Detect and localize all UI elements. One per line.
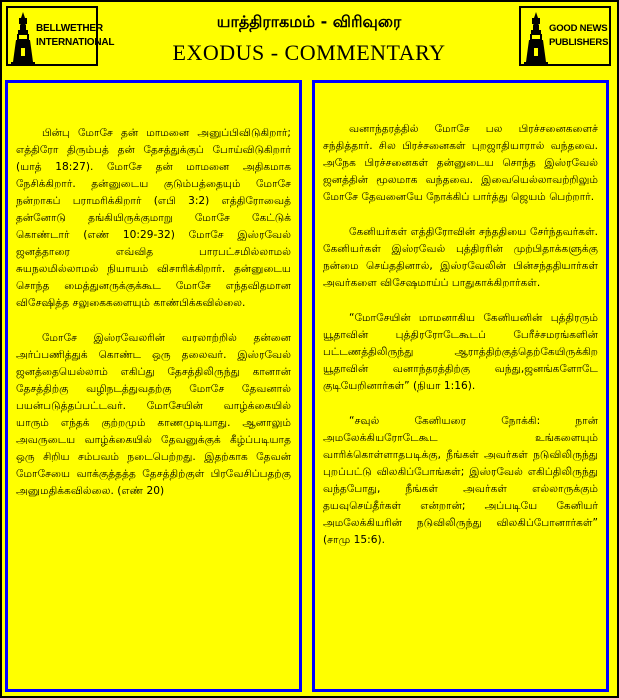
right-logo-line2: PUBLISHERS — [549, 37, 609, 48]
page-title-tamil: யாத்திராகமம் - விரிவுரை — [216, 12, 402, 31]
right-paragraph-3: “மோசேயின் மாமனாகிய கேனியனின் புத்திரரும் யூதாவின் புத்திரரோடேகூடப் பேரீச்சமரங்களின் பட்டணத்திலிருந்து ஆராத்திற்குத்தெற்கேயிருக்கிற யூதாவின் வனாந்தரத்திற்கு வந்து,ஜனங்களோடே குடியேறினார்கள்” (நியா 1:16). — [323, 312, 598, 392]
good-news-logo-text — [549, 22, 613, 50]
page-title-english: EXODUS - COMMENTARY — [172, 40, 446, 65]
right-paragraph-4: “சவுல் கேனியரை நோக்கி: நான் அமலேக்கியரோடேகூட உங்களையும் வாரிக்கொள்ளாதபடிக்கு, நீங்கள் அவர்கள் நடுவிலிருந்து புறப்பட்டு விலகிப்போங்கள்; இஸ்ரவேல் எகிப்திலிருந்து வந்தபோது, நீங்கள் அவர்கள் எல்லாருக்கும் தயவுசெய்தீர்கள் என்றான்; அப்படியே கேனியர் அமலேக்கியரின் நடுவிலிருந்து விலகிப்போனார்கள்” (சாமு 15:6). — [323, 415, 598, 546]
right-logo-line1: GOOD NEWS — [549, 23, 608, 34]
right-paragraph-2: கேனியர்கள் எத்திரோவின் சந்ததியை சேர்ந்தவர்கள். கேனியர்கள் இஸ்ரவேல் புத்திரரின் முற்பிதாக்களுக்கு நன்மை செய்ததினால், இஸ்ரவேலின் பின்சந்ததியார்கள் அவர்களை விசேஷமாய்ப் பாதுகாக்கிறார்கள். — [323, 226, 598, 289]
bell-tower-icon — [8, 8, 38, 66]
right-column-text — [323, 121, 598, 685]
left-logo-line1: BELLWETHER — [36, 23, 103, 34]
bellwether-logo — [6, 6, 115, 66]
right-column — [312, 80, 609, 692]
good-news-publishers-logo — [519, 6, 611, 66]
bell-tower-icon — [521, 8, 551, 66]
left-logo-line2: INTERNATIONAL — [36, 37, 115, 48]
left-paragraph-1: பின்பு மோசே தன் மாமனை அனுப்பிவிடுகிறார்; எத்திரோ திரும்பத் தன் தேசத்துக்குப் போய்விடுகிறார் (யாத் 18:27). மோசே தன் மாமனை அதிகமாக நேசிக்கிறார். தன்னுடைய குடும்பத்தையும் மோசே நன்றாகப் பராமரிக்கிறார் (எபி 3:2) எத்திரோவைத் தன்னோடு தங்கியிருக்குமாறு மோசே கேட்டுக் கொண்டார் (எண் 10:29-32) மோசே இஸ்ரவேல் ஜனத்தாரை எவ்வித பாரபட்சமில்லாமல் சுயநலமில்லாமல் நியாயம் விசாரிக்கிறார். தன்னுடைய சொந்த மைத்துனருக்குக்கூட மோசே எந்தவிதமான விசேஷித்த சலுகைகளையும் காண்பிக்கவில்லை. — [16, 127, 291, 309]
right-paragraph-1: வனாந்தரத்தில் மோசே பல பிரச்சனைகளைச் சந்தித்தார். சில பிரச்சனைகள் புறஜாதியாரால் வந்தவை. அநேக பிரச்சனைகள் தன்னுடைய சொந்த இஸ்ரவேல் ஜனத்தின் மூலமாக வந்தவை. இவையெல்லாவற்றிலும் மோசே தேவனையே நோக்கிப் பார்த்து ஜெயம் பெற்றார். — [323, 123, 598, 203]
left-column — [5, 80, 302, 692]
bellwether-logo-text — [36, 22, 115, 50]
left-paragraph-2: மோசே இஸ்ரவேலரின் வரலாற்றில் தன்னை அர்ப்பணித்துக் கொண்ட ஒரு தலைவர். இஸ்ரவேல் ஜனத்தையெல்லாம் எகிப்து தேசத்திலிருந்து கானான் தேசத்திற்கு வழிநடத்துவதற்கு மோசே தேவனால் பயன்படுத்தப்பட்டவர். மோசேயின் வாழ்க்கையில் யாரும் எந்தக் குற்றமும் காணமுடியாது. ஆனாலும் அவருடைய வாழ்க்கையில் தேவனுக்குக் கீழ்ப்படியாத ஒரு சிறிய சம்பவம் நடைபெற்றது. இதற்காக தேவன் மோசேயை வாக்குத்தத்த தேசத்திற்குள் பிரவேசிப்பதற்கு அனுமதிக்கவில்லை. (எண் 20) — [16, 332, 291, 497]
left-column-text — [16, 125, 291, 685]
